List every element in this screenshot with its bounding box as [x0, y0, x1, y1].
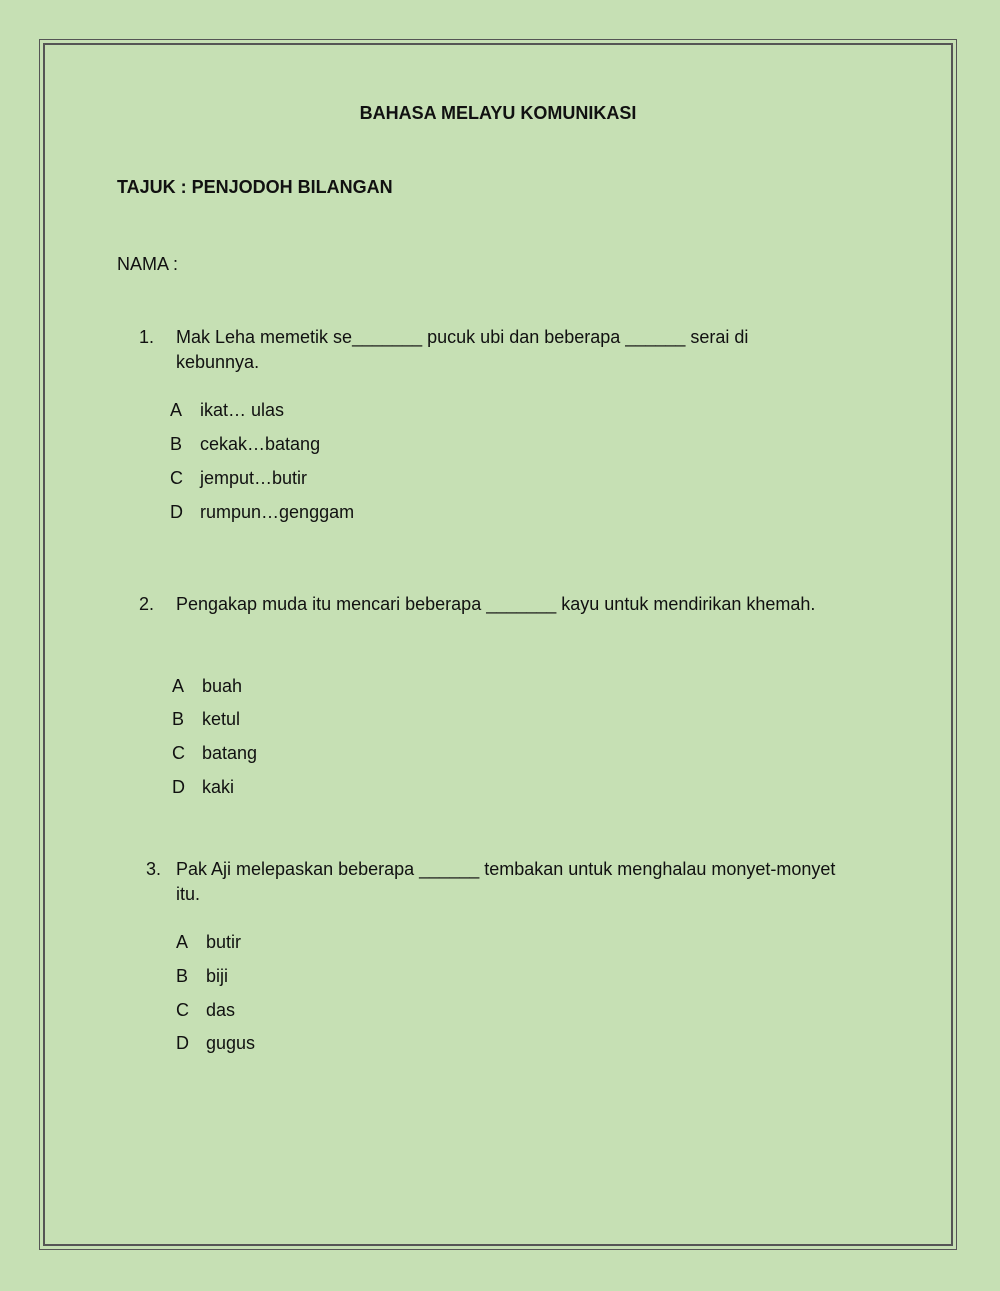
option-letter: B — [176, 966, 189, 986]
question-number: 3. — [146, 859, 162, 879]
option-text: buah — [202, 676, 243, 696]
option-a[interactable] — [172, 676, 242, 697]
option-d[interactable] — [170, 502, 354, 523]
option-letter: C — [172, 743, 185, 763]
option-text: ikat… ulas — [200, 400, 285, 420]
option-b[interactable] — [172, 709, 240, 730]
option-b[interactable] — [170, 434, 320, 455]
page-border-inner — [43, 43, 953, 1246]
option-c[interactable] — [170, 468, 307, 489]
option-text: rumpun…genggam — [200, 502, 355, 522]
question-number: 2. — [139, 594, 155, 614]
option-letter: B — [170, 434, 183, 454]
option-text: cekak…batang — [200, 434, 321, 454]
option-text: batang — [202, 743, 258, 763]
question-text: Pengakap muda itu mencari beberapa _______ kayu untuk mendirikan khemah. — [176, 594, 816, 614]
option-d[interactable] — [176, 1033, 255, 1054]
option-letter: D — [176, 1033, 189, 1053]
question-text: Pak Aji melepaskan beberapa ______ tembakan untuk menghalau monyet-monyet itu. — [176, 859, 836, 904]
page-title: BAHASA MELAYU KOMUNIKASI — [359, 103, 637, 123]
option-letter: C — [170, 468, 183, 488]
option-letter: D — [170, 502, 183, 522]
option-text: biji — [206, 966, 229, 986]
option-a[interactable] — [170, 400, 284, 421]
option-letter: D — [172, 777, 185, 797]
option-letter: C — [176, 1000, 189, 1020]
option-text: gugus — [206, 1033, 256, 1053]
option-c[interactable] — [176, 1000, 235, 1021]
option-text: das — [206, 1000, 236, 1020]
option-letter: A — [176, 932, 189, 952]
option-c[interactable] — [172, 743, 257, 764]
option-text: kaki — [202, 777, 235, 797]
option-d[interactable] — [172, 777, 234, 798]
option-b[interactable] — [176, 966, 228, 987]
topic-heading: TAJUK : PENJODOH BILANGAN — [117, 177, 393, 197]
name-label: NAMA : — [117, 254, 179, 274]
option-text: jemput…butir — [200, 468, 308, 488]
question-text: Mak Leha memetik se_______ pucuk ubi dan beberapa ______ serai di kebunnya. — [176, 327, 749, 372]
option-letter: B — [172, 709, 185, 729]
option-letter: A — [170, 400, 183, 420]
option-letter: A — [172, 676, 185, 696]
option-a[interactable] — [176, 932, 241, 953]
option-text: butir — [206, 932, 242, 952]
question-number: 1. — [139, 327, 155, 347]
option-text: ketul — [202, 709, 241, 729]
